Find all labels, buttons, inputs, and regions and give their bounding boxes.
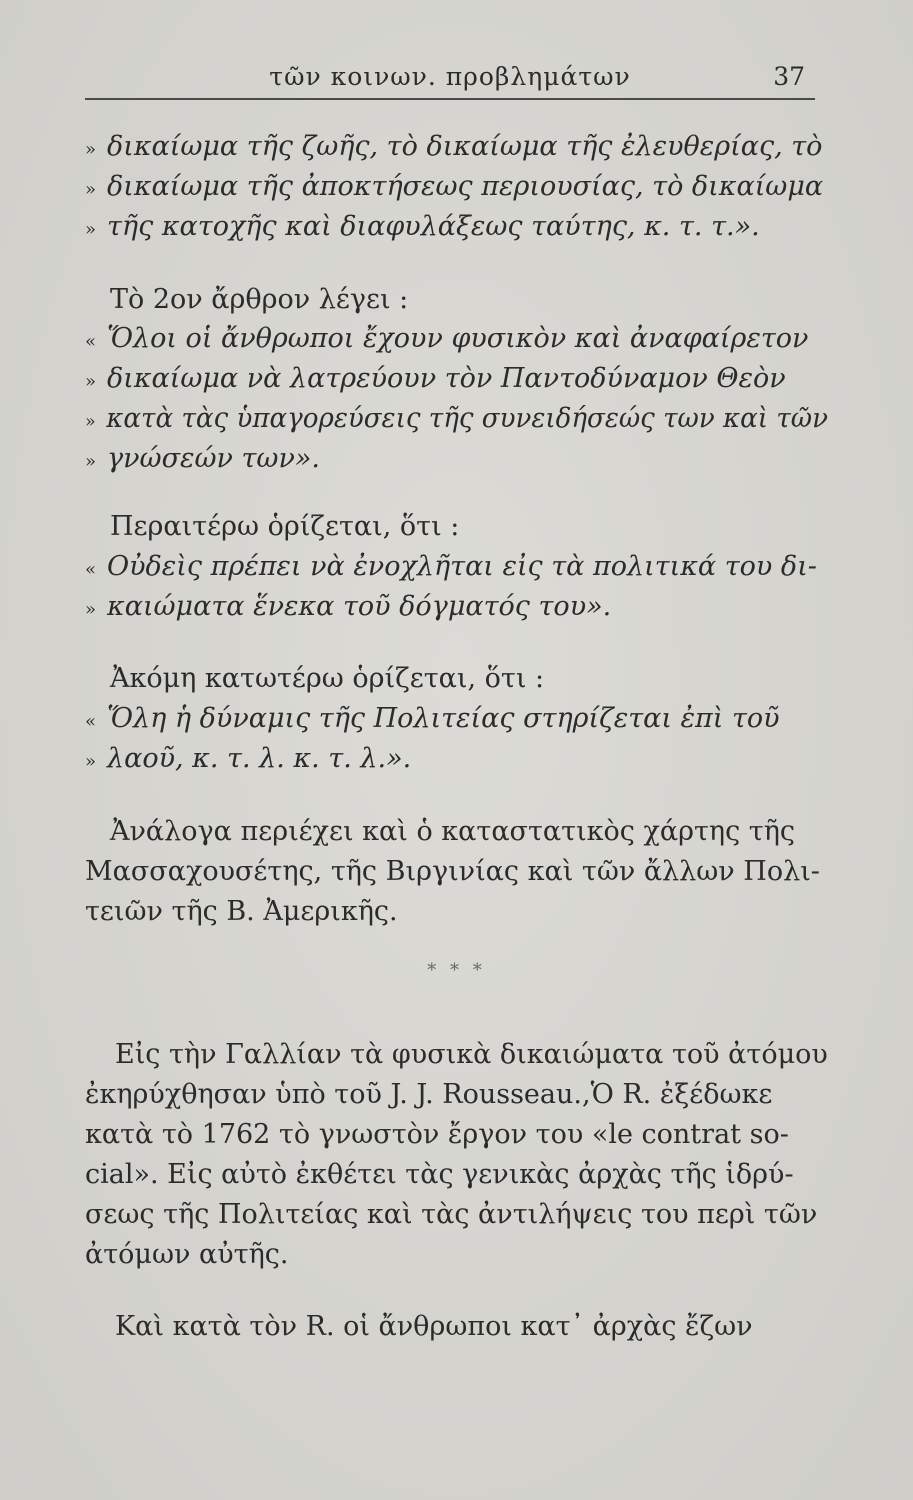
line-text: λαοῦ, κ. τ. λ. κ. τ. λ.».: [107, 743, 412, 774]
line-text: δικαίωμα τῆς ἀποκτήσεως περιουσίας, τὸ δικαίωμα: [107, 171, 824, 202]
running-head: [85, 62, 815, 100]
quote-mark: »: [85, 139, 97, 160]
page-number: 37: [773, 62, 805, 91]
text-line: [85, 170, 823, 207]
text-line: [85, 442, 320, 479]
text-line: Τὸ 2ον ἄρθρον λέγει :: [110, 284, 409, 315]
line-text: τῆς κατοχῆς καὶ διαφυλάξεως ταύτης, κ. τ. τ.».: [107, 211, 760, 242]
text-line: [85, 362, 786, 399]
line-text: Ὅλη ἡ δύναμις τῆς Πολιτείας στηρίζεται ἐπὶ τοῦ: [107, 703, 780, 734]
quote-mark: »: [85, 451, 97, 472]
text-line: ἐκηρύχθησαν ὑπὸ τοῦ J. J. Rousseau.,Ὁ R. ἐξέδωκε: [85, 1079, 773, 1110]
text-line: [85, 702, 780, 739]
text-line: Περαιτέρω ὁρίζεται, ὅτι :: [110, 511, 460, 542]
quote-mark: »: [85, 751, 97, 772]
quote-mark: «: [85, 331, 97, 352]
running-title: τῶν κοινων. προβλημάτων: [269, 62, 631, 91]
text-line: [85, 550, 817, 587]
text-line: Εἰς τὴν Γαλλίαν τὰ φυσικὰ δικαιώματα τοῦ ἀτόμου: [115, 1039, 828, 1070]
line-text: κατὰ τὰς ὑπαγορεύσεις τῆς συνειδήσεώς των καὶ τῶν: [106, 403, 828, 434]
text-line: σεως τῆς Πολιτείας καὶ τὰς ἀντιλήψεις του περὶ τῶν: [85, 1199, 818, 1230]
line-text: καιώματα ἕνεκα τοῦ δόγματός του».: [107, 591, 612, 622]
text-line: cial». Εἰς αὐτὸ ἐκθέτει τὰς γενικὰς ἀρχὰς τῆς ἱδρύ-: [85, 1159, 794, 1190]
text-line: [85, 590, 611, 627]
line-text: γνώσεών των».: [107, 443, 320, 474]
line-text: Οὐδεὶς πρέπει νὰ ἐνοχλῆται εἰς τὰ πολιτικά του δι-: [107, 551, 817, 582]
text-line: Καὶ κατὰ τὸν R. οἱ ἄνθρωποι κατ᾽ ἀρχὰς ἔζων: [115, 1311, 753, 1342]
quote-mark: »: [85, 599, 97, 620]
quote-mark: »: [85, 179, 97, 200]
line-text: Ὅλοι οἱ ἄνθρωποι ἔχουν φυσικὸν καὶ ἀναφαίρετον: [107, 323, 809, 354]
line-text: δικαίωμα τῆς ζωῆς, τὸ δικαίωμα τῆς ἐλευθερίας, τὸ: [107, 131, 823, 162]
quote-mark: «: [85, 711, 97, 732]
line-text: δικαίωμα νὰ λατρεύουν τὸν Παντοδύναμον Θεὸν: [107, 363, 786, 394]
text-line: [85, 210, 760, 247]
text-line: [85, 402, 828, 439]
quote-mark: »: [85, 411, 96, 432]
text-line: κατὰ τὸ 1762 τὸ γνωστὸν ἔργον του «le contrat so-: [85, 1119, 789, 1150]
text-line: [85, 322, 808, 359]
text-line: [85, 742, 411, 779]
text-line: [85, 130, 822, 167]
text-line: τειῶν τῆς Β. Ἀμερικῆς.: [85, 896, 398, 927]
text-line: Ἀνάλογα περιέχει καὶ ὁ καταστατικὸς χάρτης τῆς: [110, 816, 796, 847]
quote-mark: «: [85, 559, 97, 580]
text-line: Μασσαχουσέτης, τῆς Βιργινίας καὶ τῶν ἄλλων Πολι-: [85, 856, 820, 887]
quote-mark: »: [85, 219, 97, 240]
section-separator: * * *: [427, 960, 486, 981]
text-line: ἀτόμων αὐτῆς.: [85, 1239, 289, 1270]
quote-mark: »: [85, 371, 97, 392]
text-line: Ἀκόμη κατωτέρω ὁρίζεται, ὅτι :: [110, 663, 545, 694]
